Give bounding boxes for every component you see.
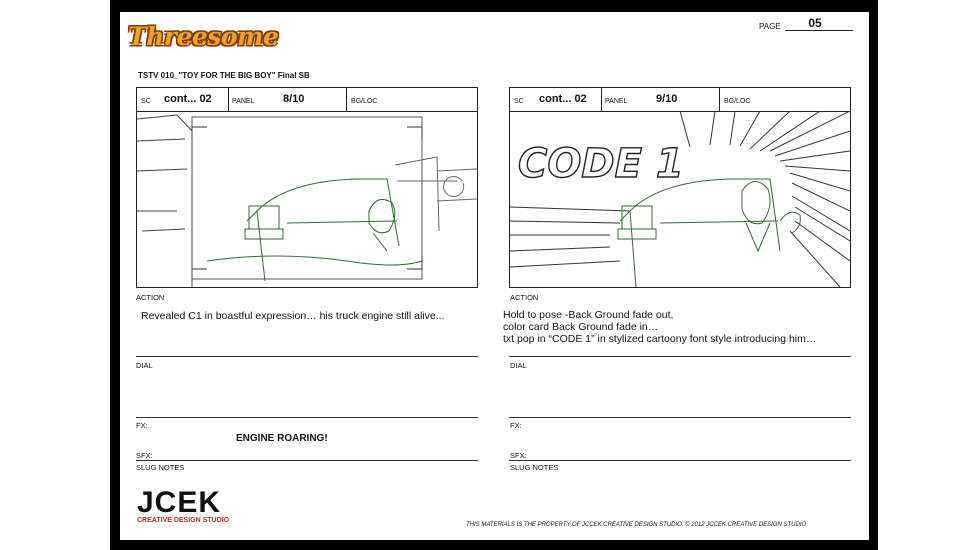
panel-label: PANEL bbox=[605, 98, 628, 105]
panel-value: 9/10 bbox=[656, 93, 678, 105]
storyboard-panel-1 bbox=[136, 87, 478, 288]
panel-header bbox=[510, 88, 850, 112]
sc-value: cont... 02 bbox=[164, 93, 212, 105]
divider bbox=[509, 417, 851, 418]
divider bbox=[136, 417, 478, 418]
studio-logo: JCEK bbox=[137, 486, 222, 519]
action-line: color card Back Ground fade in… bbox=[503, 321, 659, 333]
divider bbox=[136, 356, 478, 357]
panel-sketch bbox=[510, 111, 850, 287]
page-number-line bbox=[785, 30, 853, 31]
panel-value: 8/10 bbox=[283, 93, 305, 105]
sc-cell bbox=[137, 88, 229, 111]
action-label: ACTION bbox=[510, 293, 539, 302]
slug-notes-label: SLUG NOTES bbox=[136, 463, 185, 472]
fx-label: FX: bbox=[510, 421, 522, 430]
divider bbox=[136, 460, 478, 461]
divider bbox=[509, 460, 851, 461]
bgloc-label: BG/LOC bbox=[724, 98, 751, 105]
page-number: 05 bbox=[808, 16, 822, 30]
sfx-label: SFX: bbox=[136, 451, 153, 460]
sc-cell bbox=[510, 88, 602, 111]
fx-value: ENGINE ROARING! bbox=[236, 433, 328, 444]
series-logo: Threesome bbox=[128, 22, 279, 51]
truck-sketch bbox=[137, 111, 477, 287]
sc-label: SC bbox=[141, 98, 151, 105]
panel-sketch bbox=[137, 111, 477, 287]
studio-logo-subtitle: CREATIVE DESIGN STUDIO bbox=[137, 517, 230, 524]
action-label: ACTION bbox=[136, 293, 165, 302]
code1-art-text: CODE 1 bbox=[518, 141, 684, 187]
sfx-label: SFX: bbox=[510, 451, 527, 460]
divider bbox=[509, 356, 851, 357]
dial-label: DIAL bbox=[510, 361, 527, 370]
action-line: Hold to pose -Back Ground fade out, bbox=[503, 309, 674, 321]
slug-notes-label: SLUG NOTES bbox=[510, 463, 559, 472]
storyboard-panel-2 bbox=[509, 87, 851, 288]
panel-header bbox=[137, 88, 477, 112]
page-label: PAGE bbox=[759, 22, 781, 31]
panel-label: PANEL bbox=[232, 98, 255, 105]
sc-label: SC bbox=[514, 98, 524, 105]
dial-label: DIAL bbox=[136, 361, 153, 370]
fx-label: FX: bbox=[136, 421, 148, 430]
action-line: Revealed C1 in boastful expression… his truck engine still alive... bbox=[141, 310, 445, 322]
sc-value: cont... 02 bbox=[539, 93, 587, 105]
code1-sketch bbox=[510, 111, 850, 287]
panel-cell bbox=[602, 88, 720, 111]
bgloc-label: BG/LOC bbox=[351, 98, 378, 105]
episode-title: TSTV 010_"TOY FOR THE BIG BOY" Final SB bbox=[138, 71, 310, 80]
panel-cell bbox=[229, 88, 347, 111]
action-line: txt pop in “CODE 1” in stylized cartoony font style introducing him… bbox=[503, 333, 817, 345]
copyright-note: THIS MATERIALS IS THE PROPERTY OF JCCEK CREATIVE DESIGN STUDIO. © 2012 JCCEK CREATIVE DESIGN STUDIO bbox=[466, 522, 807, 528]
